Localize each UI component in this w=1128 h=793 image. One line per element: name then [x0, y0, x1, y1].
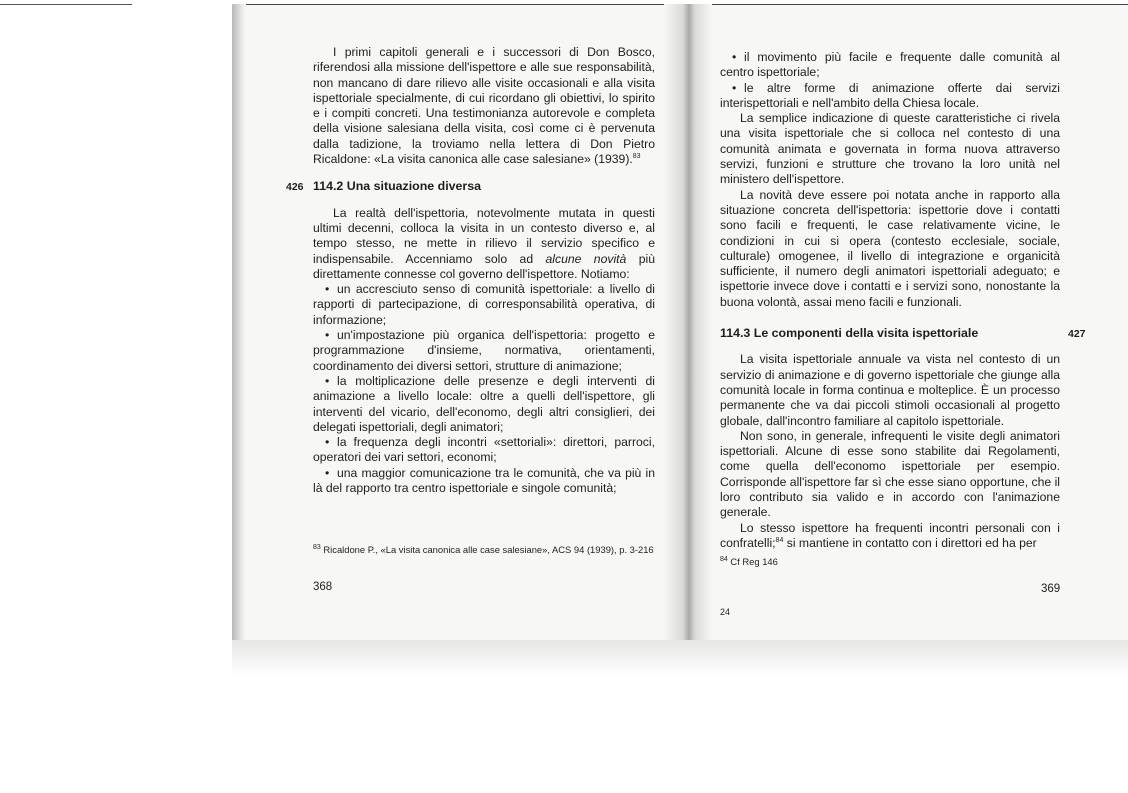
- bullet-icon: •: [325, 282, 330, 297]
- page-number-left: 368: [313, 581, 333, 593]
- page-bottom-shadow: [232, 640, 1128, 676]
- section-heading-114-2: 426 114.2 Una situazione diversa: [313, 179, 655, 194]
- left-paragraph-1: I primi capitoli generali e i successori di Don Bosco, riferendosi alla missione dell'ispettore e alle sue responsabilità, non mancano di dare rilievo alle visite occasionali e alla visita ispettoriale specialmente, di cui ricordano gli obiettivi, lo spirito e i compiti concreti. Una testimonianza autorevole e completa della visione salesiana della visita, così come ci è pervenuta dalla tadizione, la troviamo nella lettera di Don Pietro Ricaldone: «La visita canonica alle case salesiane» (1939).$^{83}$: [313, 45, 655, 167]
- footnote-83: $^{83}$ Ricaldone P., «La visita canonica alle case salesiane», ACS 94 (1939), p. 3-216: [313, 543, 654, 555]
- bullet-icon: •: [732, 50, 737, 64]
- bullet-icon: •: [732, 80, 737, 95]
- scan-edge-line: [0, 4, 132, 5]
- bullet-icon: •: [325, 373, 330, 388]
- list-item: • un accresciuto senso di comunità ispettoriale: a livello di rapporti di partecipazione, di corresponsabilità operativa, di informazione;: [313, 282, 655, 327]
- emphasis-text: alcune novità: [545, 251, 627, 266]
- list-item: • la frequenza degli incontri «settoriali»: direttori, parroci, operatori dei vari settori, economi;: [313, 435, 655, 465]
- bullet-icon: •: [325, 328, 330, 343]
- footnote-ref-84: 84: [775, 536, 784, 544]
- book-gutter: [664, 4, 712, 652]
- list-item: • una maggior comunicazione tra le comunità, che va più in là del rapporto tra centro ispettoriale e singole comunità;: [313, 465, 655, 496]
- right-paragraph-3: La visita ispettoriale annuale va vista nel contesto di un servizio di animazione e di governo ispettoriale che giunge alla comunità locale in forma continua e molteplice. È un processo permanente che va dai piccoli stimoli occasionali al progetto globale, dall'incontro familiare al capitolo ispettoriale.: [720, 352, 1060, 428]
- page-number-right: 369: [1041, 583, 1061, 595]
- right-paragraph-5: Lo stesso ispettore ha frequenti incontri personali con i confratelli;$^{84}$ si mantiene in contatto con i direttori ed ha per: [720, 520, 1060, 550]
- margin-number-426: 426: [286, 181, 304, 194]
- section-heading-114-3: 114.3 Le componenti della visita ispettoriale 427: [720, 326, 1060, 341]
- left-page-text: [286, 45, 655, 496]
- signature-mark: 24: [720, 607, 731, 617]
- page-edge-shadow: [232, 4, 246, 652]
- right-page-text: [720, 50, 1086, 551]
- right-paragraph-1: La semplice indicazione di queste caratteristiche ci rivela una visita ispettoriale che si colloca nel contesto di una comunità animata e governata in forma nuova attraverso servizi, funzioni e strutture che trovano la loro unità nel ministero dell'ispettore.: [720, 111, 1060, 187]
- list-item: • un'impostazione più organica dell'ispettoria: progetto e programmazione d'insieme, normativa, orientamenti, coordinamento dei diversi settori, strutture di animazione;: [313, 328, 655, 373]
- list-item: • le altre forme di animazione offerte dai servizi interispettoriali e nell'ambito della Chiesa locale.: [720, 80, 1060, 110]
- bullet-icon: •: [325, 435, 330, 450]
- bullet-icon: •: [325, 465, 330, 480]
- margin-number-427: 427: [1068, 328, 1086, 341]
- footnote-ref-83: 83: [632, 153, 641, 161]
- left-paragraph-2: La realtà dell'ispettoria, notevolmente mutata in questi ultimi decenni, colloca la visita in un contesto diverso e, al tempo stesso, ne mette in rilievo il servizio specifico e indispensabile. Accenniamo solo ad alcune novità più direttamente connesse col governo dell'ispettore. Notiamo:: [313, 205, 655, 281]
- footnote-84: $^{84}$ Cf Reg 146: [720, 555, 778, 567]
- right-paragraph-2: La novità deve essere poi notata anche in rapporto alla situazione concreta dell'ispettoria: ispettorie dove i contatti sono facili e frequenti, le case relativamente vicine, le condizioni in cui si opera (contesto ecclesiale, sociale, culturale) omogenee, il livello di integrazione e organicità sufficiente, il numero degli animatori ispettoriali adeguato; e ispettorie invece dove i contatti e i servizi sono, nonostante la buona volontà, assai meno facili e funzionali.: [720, 187, 1060, 309]
- list-item: • la moltiplicazione delle presenze e degli interventi di animazione a livello locale: oltre a quelli dell'ispettore, gli interventi del vicario, dell'economo, degli altri consiglieri, dei delegati ispettoriali, degli animatori;: [313, 373, 655, 434]
- list-item: • il movimento più facile e frequente dalle comunità al centro ispettoriale;: [720, 50, 1060, 80]
- right-paragraph-4: Non sono, in generale, infrequenti le visite degli animatori ispettoriali. Alcune di esse sono stabilite dai Regolamenti, come quella dell'economo ispettoriale per esempio. Corrisponde all'ispettore far sì che esse siano opportune, che il loro contributo sia valido e in accordo con l'animazione generale.: [720, 428, 1060, 520]
